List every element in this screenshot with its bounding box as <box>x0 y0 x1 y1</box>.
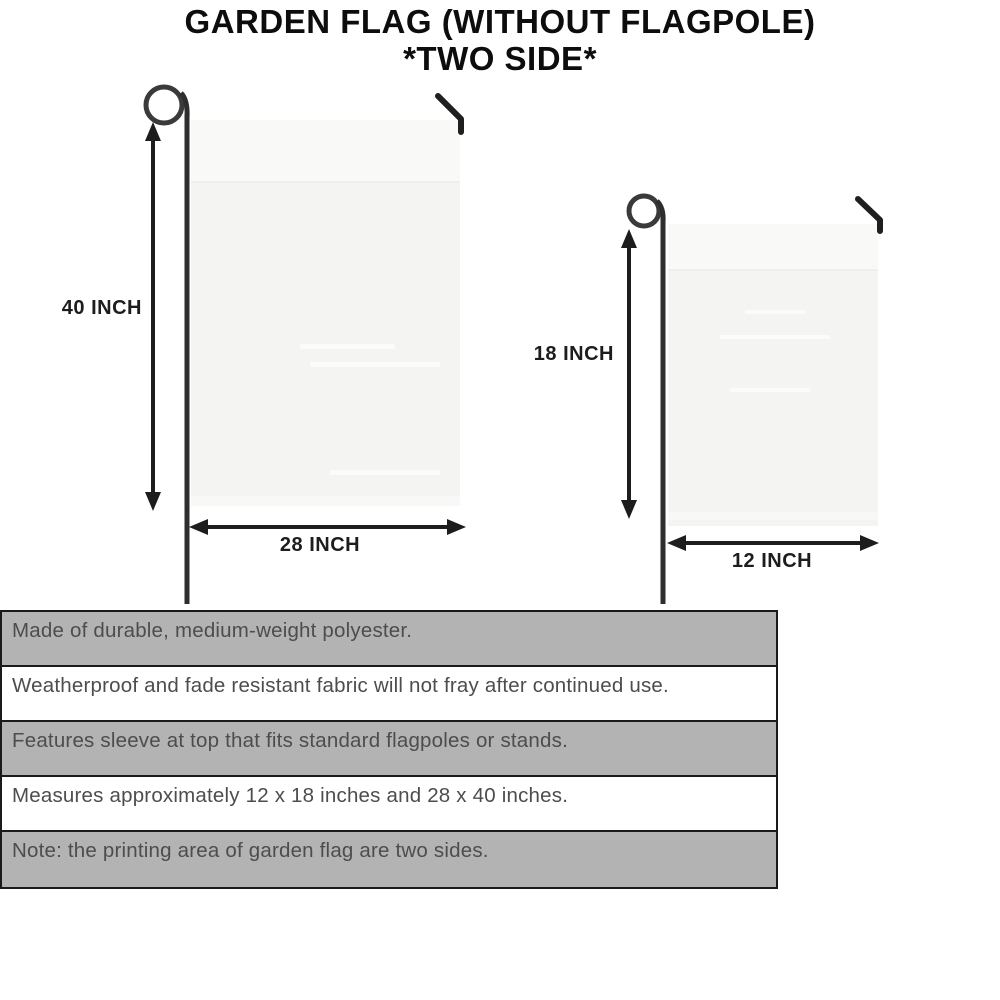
title-line-1: GARDEN FLAG (WITHOUT FLAGPOLE) <box>184 3 816 40</box>
feature-row-weatherproof: Weatherproof and fade resistant fabric will not fray after continued use. <box>2 667 776 722</box>
small-flag-fold-mark <box>745 310 805 314</box>
title-line-2: *TWO SIDE* <box>403 39 597 77</box>
feature-row-sleeve: Features sleeve at top that fits standard flagpoles or stands. <box>2 722 776 777</box>
large-flag-fold-mark <box>300 344 395 349</box>
large-height-arrow <box>145 122 161 511</box>
small-flagpole-loop <box>629 196 659 226</box>
feature-list <box>0 610 778 889</box>
large-flag-hem <box>191 496 460 506</box>
large-flag-sleeve <box>191 120 460 182</box>
small-flag-sleeve <box>668 224 878 270</box>
feature-row-material: Made of durable, medium-weight polyester. <box>2 612 776 667</box>
large-flagpole-loop <box>146 87 182 123</box>
large-flag-fold-mark <box>310 362 440 367</box>
large-flag-group <box>145 87 466 604</box>
large-flag-width-label: 28 INCH <box>279 534 361 556</box>
small-width-arrow <box>667 535 879 551</box>
feature-row-measurements: Measures approximately 12 x 18 inches and 28 x 40 inches. <box>2 777 776 832</box>
large-flag-height-label: 40 INCH <box>61 297 142 319</box>
large-width-arrow <box>189 519 466 535</box>
feature-row-note: Note: the printing area of garden flag are two sides. <box>2 832 776 887</box>
large-flag-fold-mark <box>330 470 440 475</box>
small-height-arrow <box>621 229 637 519</box>
small-flag-group <box>621 196 880 604</box>
small-flag-fold-mark <box>720 335 830 339</box>
small-flag-height-label: 18 INCH <box>533 343 614 365</box>
small-flag-fold-mark <box>730 388 810 392</box>
small-flag-width-label: 12 INCH <box>731 550 813 572</box>
small-flag-hem <box>668 512 878 520</box>
